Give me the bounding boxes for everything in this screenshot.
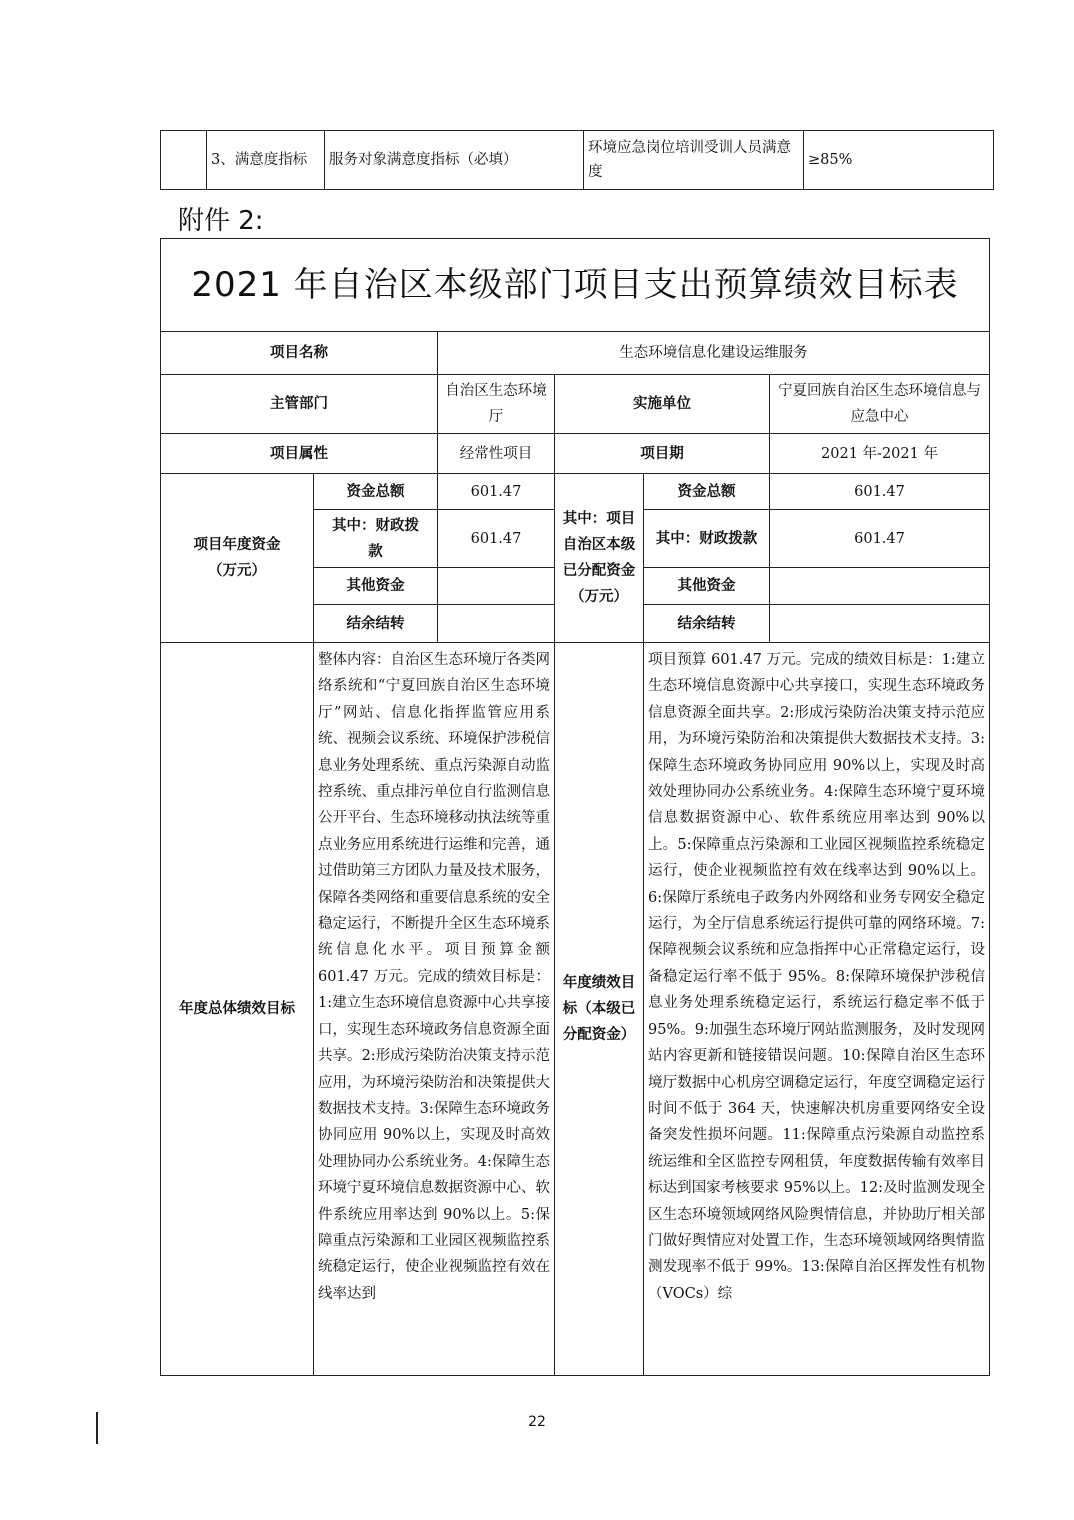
annual-goal-label: 年度总体绩效目标 <box>161 643 314 1376</box>
fund-total-label: 资金总额 <box>314 474 438 510</box>
indicator-level2-cell: 3、满意度指标 <box>207 131 325 190</box>
indicator-name-cell: 环境应急岗位培训受训人员满意度 <box>584 131 804 190</box>
attr-value: 经常性项目 <box>438 434 555 474</box>
alloc-balance-label: 结余结转 <box>644 605 770 643</box>
alloc-other-value <box>770 568 990 605</box>
fund-label: 项目年度资金（万元） <box>161 474 314 643</box>
fund-other-label: 其他资金 <box>314 568 438 605</box>
attachment-label: 附件 2: <box>178 206 264 236</box>
empty-cell <box>161 131 207 190</box>
fund-other-value <box>438 568 555 605</box>
alloc-goal-label: 年度绩效目标（本级已分配资金） <box>555 643 644 1376</box>
period-value: 2021 年-2021 年 <box>770 434 990 474</box>
alloc-total-value: 601.47 <box>770 474 990 510</box>
fund-fin-value: 601.47 <box>438 510 555 568</box>
alloc-fin-value: 601.47 <box>770 510 990 568</box>
indicator-value-cell: ≥85% <box>804 131 994 190</box>
project-name-label: 项目名称 <box>161 332 438 375</box>
alloc-other-label: 其他资金 <box>644 568 770 605</box>
page-number: 22 <box>528 1414 546 1430</box>
impl-value: 宁夏回族自治区生态环境信息与应急中心 <box>770 375 990 434</box>
alloc-total-label: 资金总额 <box>644 474 770 510</box>
satisfaction-row <box>161 131 994 190</box>
fund-fin-label: 其中：财政拨款 <box>314 510 438 568</box>
previous-table-fragment <box>160 130 994 190</box>
table-title: 2021 年自治区本级部门项目支出预算绩效目标表 <box>161 239 990 332</box>
dept-value: 自治区生态环境厅 <box>438 375 555 434</box>
dept-label: 主管部门 <box>161 375 438 434</box>
alloc-label: 其中：项目自治区本级已分配资金（万元） <box>555 474 644 643</box>
annual-goal-text: 整体内容：自治区生态环境厅各类网络系统和“宁夏回族自治区生态环境厅”网站、信息化指挥监管应用系统、视频会议系统、环境保护涉税信息业务处理系统、重点污染源自动监控系统、重点排污单位自行监测信息公开平台、生态环境移动执法统等重点业务应用系统进行运维和完善，通过借助第三方团队力量及技术服务，保障各类网络和重要信息系统的安全稳定运行，不断提升全区生态环境系统信息化水平。项目预算金额 601.47 万元。完成的绩效目标是：1:建立生态环境信息资源中心共享接口，实现生态环境政务信息资源全面共享。2:形成污染防治决策支持示范应用，为环境污染防治和决策提供大数据技术支持。3:保障生态环境政务协同应用 90%以上，实现及时高效处理协同办公系统业务。4:保障生态环境宁夏环境信息数据资源中心、软件系统应用率达到 90%以上。5:保障重点污染源和工业园区视频监控系统稳定运行，使企业视频监控有效在线率达到 <box>314 643 555 1376</box>
indicator-level3-cell: 服务对象满意度指标（必填） <box>325 131 584 190</box>
period-label: 项目期 <box>555 434 770 474</box>
fund-total-value: 601.47 <box>438 474 555 510</box>
impl-label: 实施单位 <box>555 375 770 434</box>
performance-target-table <box>160 238 990 1376</box>
alloc-fin-label: 其中：财政拨款 <box>644 510 770 568</box>
project-name-value: 生态环境信息化建设运维服务 <box>438 332 990 375</box>
attr-label: 项目属性 <box>161 434 438 474</box>
fund-balance-value <box>438 605 555 643</box>
fund-balance-label: 结余结转 <box>314 605 438 643</box>
alloc-goal-text: 项目预算 601.47 万元。完成的绩效目标是：1:建立生态环境信息资源中心共享接口，实现生态环境政务信息资源全面共享。2:形成污染防治决策支持示范应用，为环境污染防治和决策提供大数据技术支持。3:保障生态环境政务协同应用 90%以上，实现及时高效处理协同办公系统业务。4:保障生态环境宁夏环境信息数据资源中心、软件系统应用率达到 90%以上。5:保障重点污染源和工业园区视频监控系统稳定运行，使企业视频监控有效在线率达到 90%以上。6:保障厅系统电子政务内外网络和业务专网安全稳定运行，为全厅信息系统运行提供可靠的网络环境。7:保障视频会议系统和应急指挥中心正常稳定运行，设备稳定运行率不低于 95%。8:保障环境保护涉税信息业务处理系统稳定运行，系统运行稳定率不低于 95%。9:加强生态环境厅网站监测服务，及时发现网站内容更新和链接错误问题。10:保障自治区生态环境厅数据中心机房空调稳定运行，年度空调稳定运行时间不低于 364 天，快速解决机房重要网络安全设备突发性损坏问题。11:保障重点污染源自动监控系统运维和全区监控专网租赁，年度数据传输有效率目标达到国家考核要求 95%以上。12:及时监测发现全区生态环境领域网络风险舆情信息，并协助厅相关部门做好舆情应对处置工作，生态环境领域网络舆情监测发现率不低于 99%。13:保障自治区挥发性有机物（VOCs）综 <box>644 643 990 1376</box>
alloc-balance-value <box>770 605 990 643</box>
